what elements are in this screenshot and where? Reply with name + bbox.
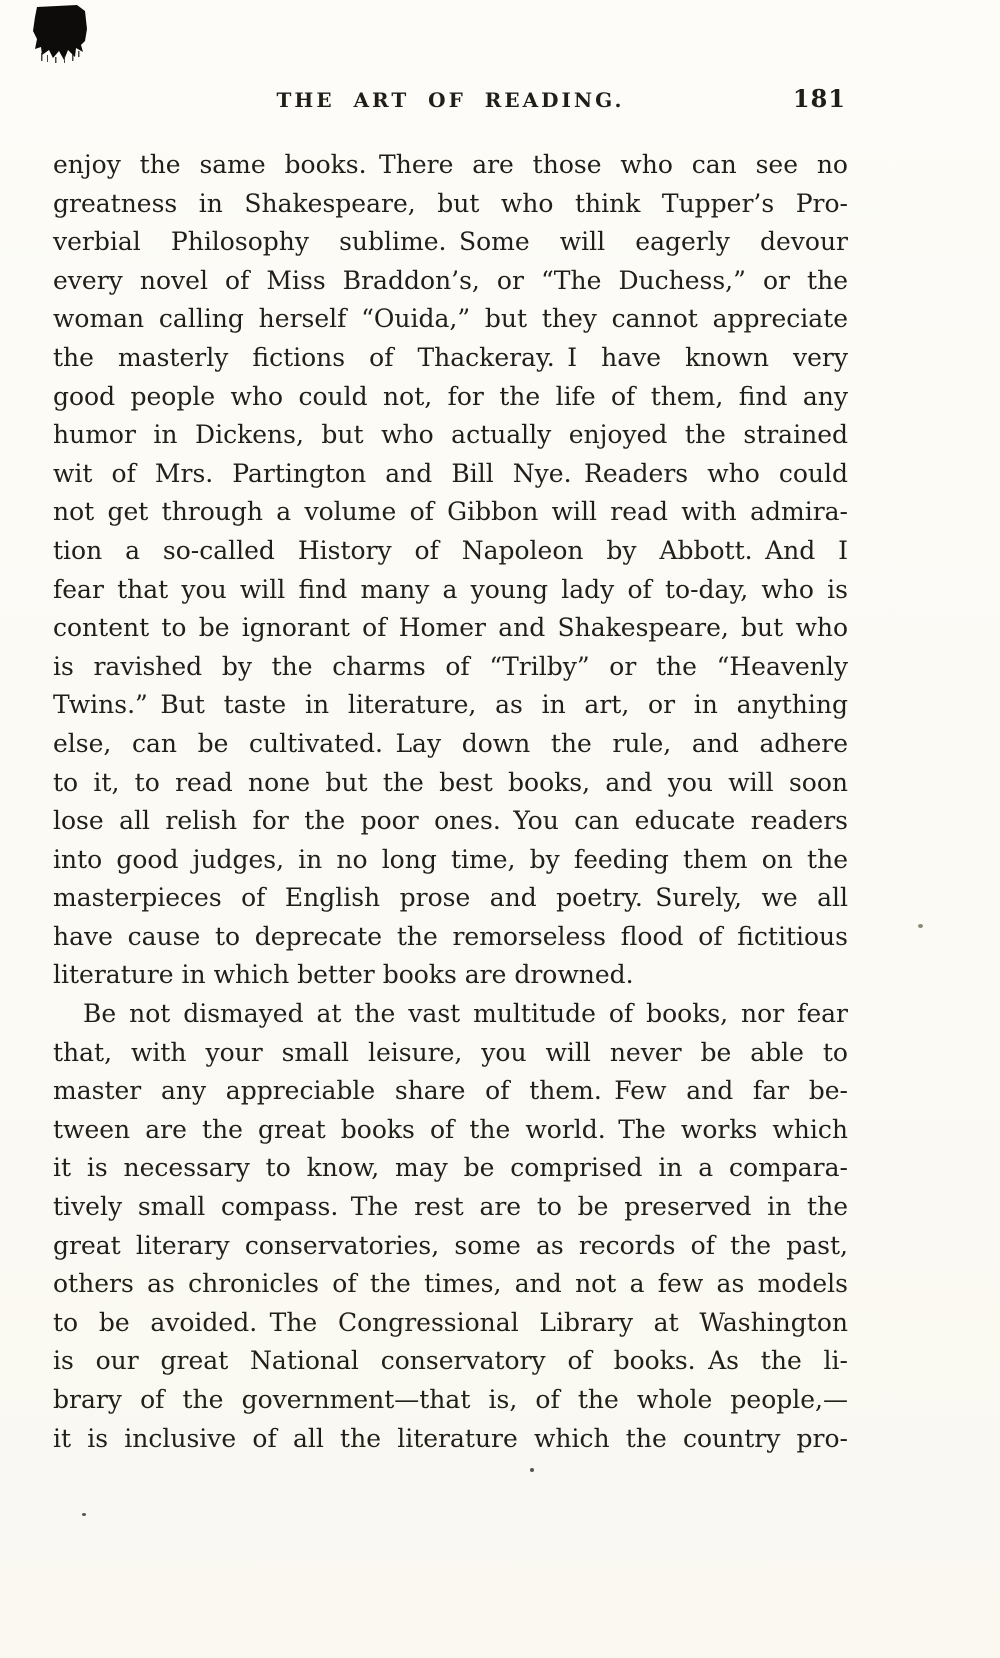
text-line: not get through a volume of Gibbon will read with admira- bbox=[53, 497, 848, 527]
text-line: wit of Mrs. Partington and Bill Nye. Readers who could bbox=[53, 458, 848, 488]
text-line: greatness in Shakespeare, but who think Tupper’s Pro- bbox=[53, 188, 848, 218]
text-line: is ravished by the charms of “Trilby” or the “Heavenly bbox=[53, 651, 848, 681]
text-line: fear that you will find many a young lady of to-day, who is bbox=[53, 574, 848, 604]
text-line: Be not dismayed at the vast multitude of books, nor fear bbox=[83, 999, 848, 1029]
scan-speck bbox=[918, 924, 923, 928]
running-header bbox=[53, 0, 848, 120]
paragraph bbox=[53, 995, 848, 1458]
text-line: every novel of Miss Braddon’s, or “The Duchess,” or the bbox=[53, 265, 848, 295]
text-line: the masterly fictions of Thackeray. I have known very bbox=[53, 342, 848, 372]
text-line: others as chronicles of the times, and not a few as models bbox=[53, 1269, 848, 1299]
text-line: good people who could not, for the life of them, find any bbox=[53, 381, 848, 411]
scan-speck bbox=[82, 1513, 86, 1516]
text-line: woman calling herself “Ouida,” but they cannot appreciate bbox=[53, 304, 848, 334]
text-line: content to be ignorant of Homer and Shakespeare, but who bbox=[53, 613, 848, 643]
text-line: is our great National conservatory of books. As the li- bbox=[53, 1346, 848, 1376]
scan-speck bbox=[530, 1468, 534, 1472]
text-line: have cause to deprecate the remorseless flood of fictitious bbox=[53, 921, 848, 951]
text-line: it is inclusive of all the literature which the country pro- bbox=[53, 1423, 848, 1453]
text-line: tively small compass. The rest are to be preserved in the bbox=[53, 1192, 848, 1222]
text-line: literature in which better books are drowned. bbox=[53, 960, 634, 990]
page-title: THE ART OF READING. bbox=[276, 88, 625, 112]
page-number: 181 bbox=[792, 84, 846, 113]
text-line: humor in Dickens, but who actually enjoyed the strained bbox=[53, 420, 848, 450]
text-line: brary of the government—that is, of the whole people,— bbox=[53, 1385, 848, 1414]
text-line: great literary conservatories, some as records of the past, bbox=[53, 1230, 848, 1260]
text-line: masterpieces of English prose and poetry. Surely, we all bbox=[53, 883, 848, 913]
text-line: lose all relish for the poor ones. You can educate readers bbox=[53, 806, 848, 836]
text-line: it is necessary to know, may be comprised in a compara- bbox=[53, 1153, 848, 1183]
page-content bbox=[53, 0, 848, 1458]
text-line: tween are the great books of the world. The works which bbox=[53, 1114, 848, 1144]
text-line: master any appreciable share of them. Few and far be- bbox=[53, 1076, 848, 1106]
text-line: to be avoided. The Congressional Library at Washington bbox=[53, 1307, 848, 1337]
text-line: verbial Philosophy sublime. Some will eagerly devour bbox=[53, 227, 848, 257]
text-line: tion a so-called History of Napoleon by Abbott. And I bbox=[53, 535, 848, 565]
text-line: else, can be cultivated. Lay down the rule, and adhere bbox=[53, 728, 848, 758]
text-block bbox=[53, 146, 848, 1458]
text-line: into good judges, in no long time, by feeding them on the bbox=[53, 844, 848, 874]
text-line: to it, to read none but the best books, and you will soon bbox=[53, 767, 848, 797]
paragraph bbox=[53, 146, 848, 995]
text-line: enjoy the same books. There are those who can see no bbox=[53, 150, 848, 179]
text-line: Twins.” But taste in literature, as in art, or in anything bbox=[53, 690, 848, 720]
text-line: that, with your small leisure, you will never be able to bbox=[53, 1037, 848, 1067]
